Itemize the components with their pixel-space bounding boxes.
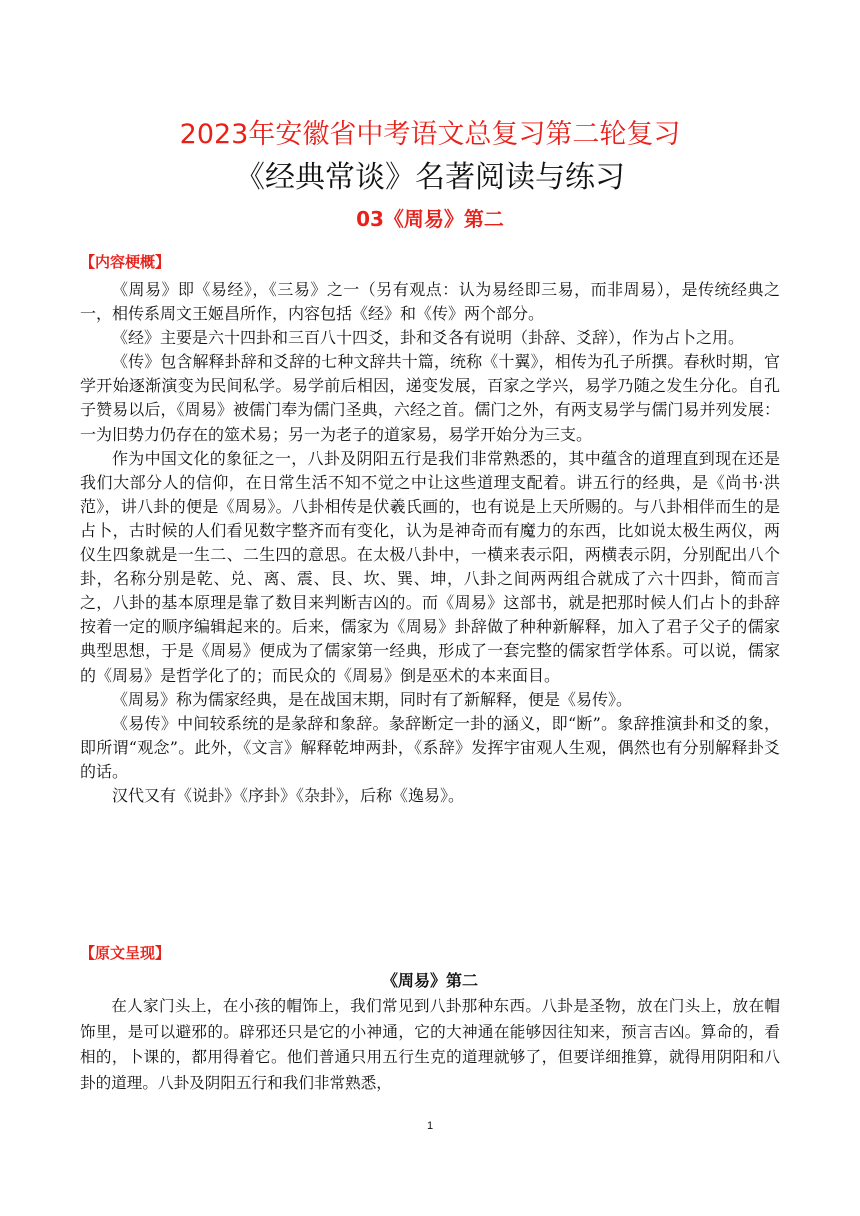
summary-text (80, 278, 780, 808)
page-number: 1 (426, 1120, 434, 1132)
summary-paragraph: 《经》主要是六十四卦和三百八十四爻，卦和爻各有说明（卦辞、爻辞），作为占卜之用。 (112, 328, 745, 348)
chapter-title: 03《周易》第二 (356, 207, 504, 231)
document-title-line-1: 2023年安徽省中考语文总复习第二轮复习 (179, 119, 681, 150)
summary-paragraph: 《周易》即《易经》，《三易》之一（另有观点：认为易经即三易，而非周易），是传统经典之一，相传系周文王姬昌所作，内容包括《经》和《传》两个部分。 (80, 280, 780, 324)
original-paragraph: 在人家门头上，在小孩的帽饰上，我们常见到八卦那种东西。八卦是圣物，放在门头上，放在帽饰里，是可以避邪的。辟邪还只是它的小神通，它的大神通在能够因往知来，预言吉凶。算命的，看相的，卜课的，都用得着它。他们普通只用五行生克的道理就够了，但要详细推算，就得用阴阳和八卦的道理。八卦及阴阳五行和我们非常熟悉， (80, 997, 780, 1092)
original-section-label: 【原文呈现】 (80, 944, 171, 962)
document-title-line-2: 《经典常谈》名著阅读与练习 (235, 160, 625, 195)
original-text-title: 《周易》第二 (381, 971, 478, 990)
original-text (80, 994, 780, 1096)
summary-paragraph: 《传》包含解释卦辞和爻辞的七种文辞共十篇，统称《十翼》，相传为孔子所撰。春秋时期，官学开始逐渐演变为民间私学。易学前后相因，递变发展，百家之学兴，易学乃随之发生分化。自孔子赞易以后，《周易》被儒门奉为儒门圣典，六经之首。儒门之外，有两支易学与儒门易并列发展：一为旧势力仍存在的筮术易；另一为老子的道家易，易学开始分为三支。 (80, 352, 780, 444)
summary-paragraph: 作为中国文化的象征之一，八卦及阴阳五行是我们非常熟悉的，其中蕴含的道理直到现在还是我们大部分人的信仰，在日常生活不知不觉之中让这些道理支配着。讲五行的经典，是《尚书·洪范》，讲八卦的便是《周易》。八卦相传是伏羲氏画的，也有说是上天所赐的。与八卦相伴而生的是占卜，古时候的人们看见数字整齐而有变化，认为是神奇而有魔力的东西，比如说太极生两仪，两仪生四象就是一生二、二生四的意思。在太极八卦中，一横来表示阳，两横表示阴，分别配出八个卦，名称分别是乾、兑、离、震、艮、坎、巽、坤，八卦之间两两组合就成了六十四卦，简而言之，八卦的基本原理是靠了数目来判断吉凶的。而《周易》这部书，就是把那时候人们占卜的卦辞按着一定的顺序编辑起来的。后来，儒家为《周易》卦辞做了种种新解释，加入了君子父子的儒家典型思想，于是《周易》便成为了儒家第一经典，形成了一套完整的儒家哲学体系。可以说，儒家的《周易》是哲学化了的；而民众的《周易》倒是巫术的本来面目。 (80, 448, 780, 685)
summary-section-label: 【内容梗概】 (80, 253, 171, 271)
summary-paragraph: 汉代又有《说卦》《序卦》《杂卦》，后称《逸易》。 (112, 785, 465, 805)
summary-paragraph: 《周易》称为儒家经典，是在战国末期，同时有了新解释，便是《易传》。 (112, 689, 633, 709)
summary-paragraph: 《易传》中间较系统的是彖辞和象辞。彖辞断定一卦的涵义，即“断”。象辞推演卦和爻的象，即所谓“观念”。此外，《文言》解释乾坤两卦，《系辞》发挥宇宙观人生观，偶然也有分别解释卦爻的话。 (80, 713, 780, 781)
